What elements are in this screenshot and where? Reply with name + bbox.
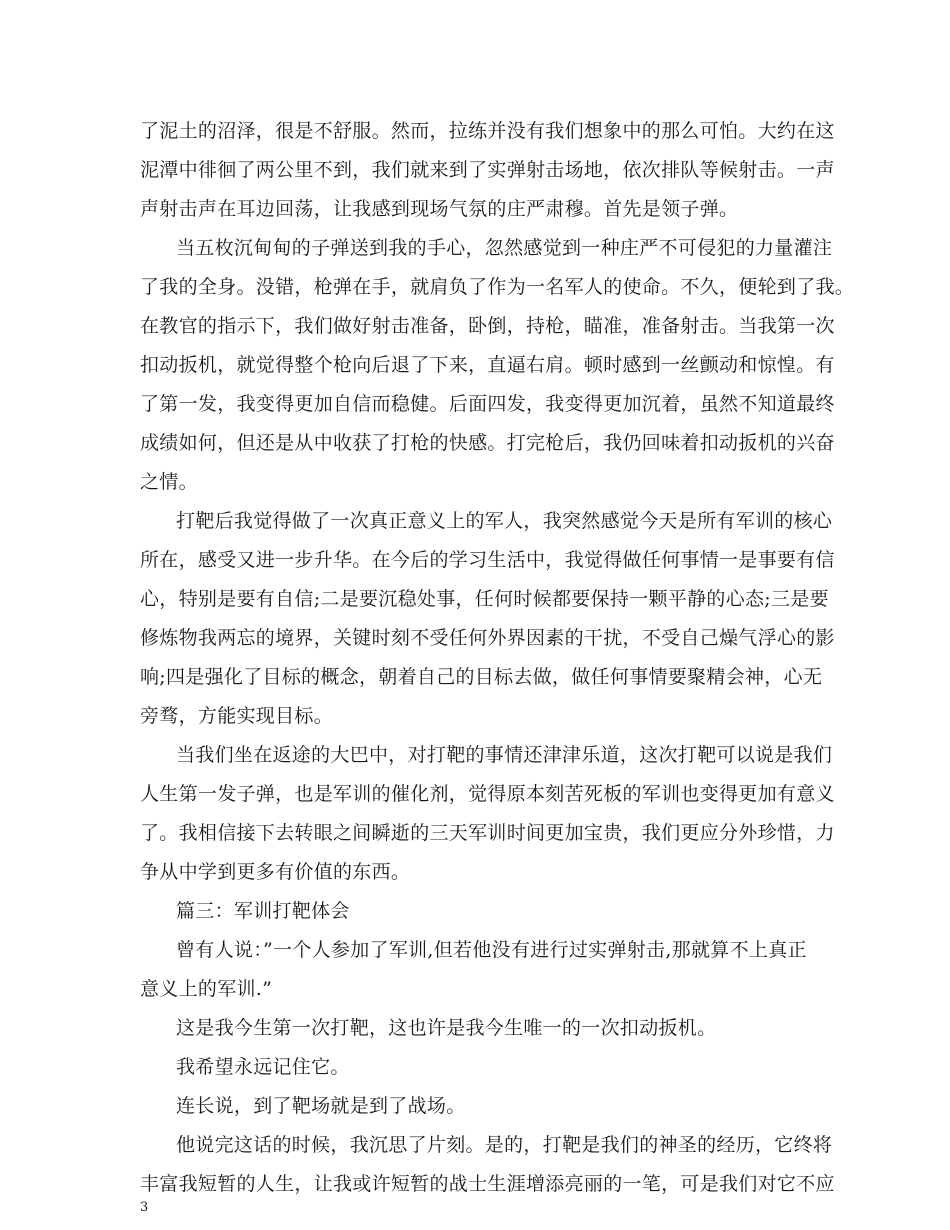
text-line: 意义上的军训.” xyxy=(140,978,273,1000)
text-line: 了泥土的沼泽，很是不舒服。然而，拉练并没有我们想象中的那么可怕。大约在这 xyxy=(140,120,835,142)
text-line: 成绩如何，但还是从中收获了打枪的快感。打完枪后，我仍回味着扣动扳机的兴奋 xyxy=(140,432,835,454)
text-line: 扣动扳机，就觉得整个枪向后退了下来，直逼右肩。顿时感到一丝颤动和惊惶。有 xyxy=(140,354,835,376)
text-line: 心，特别是要有自信;二是要沉稳处事，任何时候都要保持一颗平静的心态;三是要 xyxy=(140,588,829,610)
text-line: 人生第一发子弹，也是军训的催化剂，觉得原本刻苦死板的军训也变得更加有意义 xyxy=(140,783,835,805)
text-line: 了我的全身。没错，枪弹在手，就肩负了作为一名军人的使命。不久，便轮到了我。 xyxy=(140,276,855,298)
text-line: 之情。 xyxy=(140,471,198,493)
text-line: 了。我相信接下去转眼之间瞬逝的三天军训时间更加宝贵，我们更应分外珍惜，力 xyxy=(140,822,835,844)
text-line: 当我们坐在返途的大巴中，对打靶的事情还津津乐道，这次打靶可以说是我们 xyxy=(176,744,833,766)
text-line: 争从中学到更多有价值的东西。 xyxy=(140,861,411,883)
text-line: 在教官的指示下，我们做好射击准备，卧倒，持枪，瞄准，准备射击。当我第一次 xyxy=(140,315,835,337)
text-line: 泥潭中徘徊了两公里不到，我们就来到了实弹射击场地，依次排队等候射击。一声 xyxy=(140,159,835,181)
text-line: 曾有人说：”一个人参加了军训,但若他没有进行过实弹射击,那就算不上真正 xyxy=(176,939,807,961)
text-line: 声射击声在耳边回荡，让我感到现场气氛的庄严肃穆。首先是领子弹。 xyxy=(140,198,739,220)
text-line: 旁骛，方能实现目标。 xyxy=(140,705,334,727)
text-line: 修炼物我两忘的境界，关键时刻不受任何外界因素的干扰，不受自己燥气浮心的影 xyxy=(140,627,835,649)
text-line: 所在，感受又进一步升华。在今后的学习生活中，我觉得做任何事情一是事要有信 xyxy=(140,549,835,571)
text-line: 连长说，到了靶场就是到了战场。 xyxy=(176,1095,466,1117)
text-line: 丰富我短暂的人生，让我或许短暂的战士生涯增添亮丽的一笔，可是我们对它不应 xyxy=(140,1173,835,1195)
text-line: 了第一发，我变得更加自信而稳健。后面四发，我变得更加沉着，虽然不知道最终 xyxy=(140,393,835,415)
text-line: 打靶后我觉得做了一次真正意义上的军人，我突然感觉今天是所有军训的核心 xyxy=(176,510,833,532)
text-line: 响;四是强化了目标的概念，朝着自己的目标去做，做任何事情要聚精会神，心无 xyxy=(140,666,823,688)
section-heading: 篇三：军训打靶体会 xyxy=(176,900,350,922)
text-line: 我希望永远记住它。 xyxy=(176,1056,350,1078)
text-line: 当五枚沉甸甸的子弹送到我的手心，忽然感觉到一种庄严不可侵犯的力量灌注 xyxy=(176,237,833,259)
page-number: 3 xyxy=(140,1200,149,1215)
text-line: 他说完这话的时候，我沉思了片刻。是的，打靶是我们的神圣的经历，它终将 xyxy=(176,1134,833,1156)
text-line: 这是我今生第一次打靶，这也许是我今生唯一的一次扣动扳机。 xyxy=(176,1017,717,1039)
